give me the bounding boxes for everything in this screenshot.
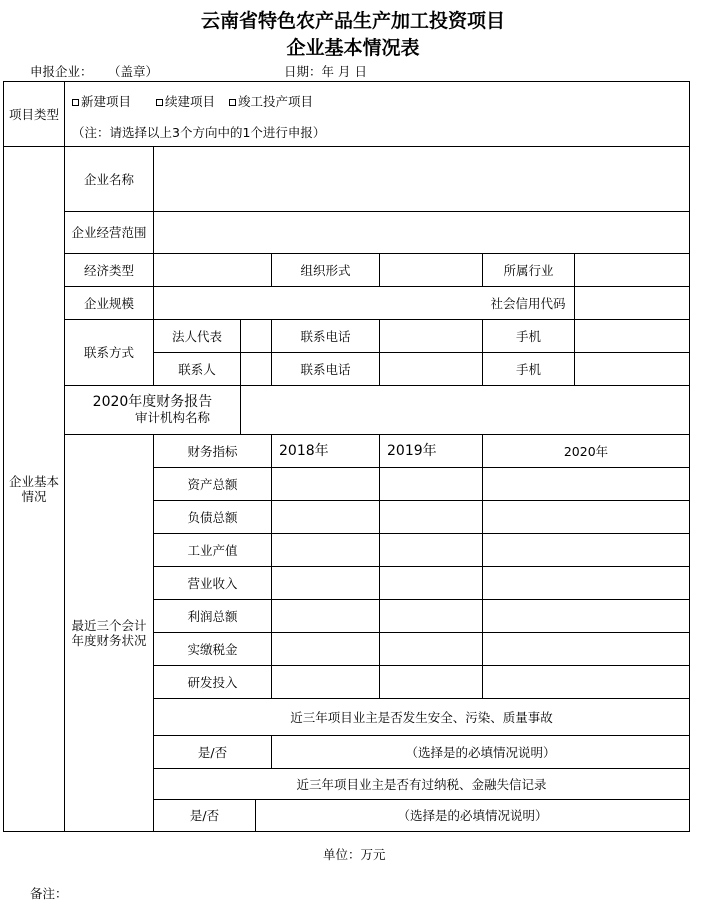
- economic-type-label: 经济类型: [64, 253, 153, 286]
- finance-value-cell[interactable]: [379, 599, 482, 632]
- company-scale-label: 企业规模: [64, 286, 153, 319]
- audit-label-line1: 2020年度财务报告: [92, 394, 213, 410]
- finance-value-cell[interactable]: [482, 500, 690, 533]
- accidents-explanation-field[interactable]: （选择是的必填情况说明）: [271, 735, 690, 768]
- finance-value-cell[interactable]: [271, 665, 379, 698]
- seal-label: （盖章）: [108, 64, 159, 79]
- option-new-project[interactable]: 新建项目: [72, 92, 131, 110]
- indicator-header: 财务指标: [153, 434, 271, 467]
- unit-label: 单位：万元: [323, 847, 386, 862]
- finance-value-cell[interactable]: [482, 632, 690, 665]
- form-title-line2: 企业基本情况表: [286, 37, 420, 59]
- finance-row-label: 利润总额: [153, 599, 271, 632]
- legal-rep-mobile-field[interactable]: [574, 319, 690, 352]
- question-accidents: 近三年项目业主是否发生安全、污染、质量事故: [153, 698, 690, 735]
- finance-row-label: 负债总额: [153, 500, 271, 533]
- contact-person-label: 联系人: [153, 352, 240, 385]
- finance-value-cell[interactable]: [379, 665, 482, 698]
- finance-value-cell[interactable]: [271, 533, 379, 566]
- finance-value-cell[interactable]: [271, 599, 379, 632]
- finance-value-cell[interactable]: [271, 632, 379, 665]
- question-credit-record: 近三年项目业主是否有过纳税、金融失信记录: [153, 768, 690, 799]
- legal-rep-label: 法人代表: [153, 319, 240, 352]
- legal-rep-mobile-label: 手机: [482, 319, 574, 352]
- finance-value-cell[interactable]: [482, 533, 690, 566]
- finance-value-cell[interactable]: [379, 467, 482, 500]
- credit-code-field[interactable]: [574, 286, 690, 319]
- legal-rep-field[interactable]: [240, 319, 271, 352]
- org-form-field[interactable]: [379, 253, 482, 286]
- finance-value-cell[interactable]: [271, 500, 379, 533]
- credit-yes-no[interactable]: 是/否: [153, 799, 255, 832]
- finance-value-cell[interactable]: [379, 566, 482, 599]
- economic-type-field[interactable]: [153, 253, 271, 286]
- audit-field[interactable]: [240, 385, 690, 434]
- remark-label: 备注：: [30, 886, 68, 901]
- finance-value-cell[interactable]: [482, 566, 690, 599]
- finance-row-label: 工业产值: [153, 533, 271, 566]
- industry-label: 所属行业: [482, 253, 574, 286]
- company-scale-field[interactable]: [153, 286, 482, 319]
- finance-value-cell[interactable]: [482, 467, 690, 500]
- finance-row-label: 资产总额: [153, 467, 271, 500]
- project-type-label: 项目类型: [3, 81, 64, 146]
- contact-mobile-field[interactable]: [574, 352, 690, 385]
- contact-mobile-label: 手机: [482, 352, 574, 385]
- finance-row-label: 营业收入: [153, 566, 271, 599]
- date-label: 日期：年 月 日: [284, 64, 367, 79]
- applicant-label: 申报企业：: [30, 64, 93, 79]
- finance-value-cell[interactable]: [271, 566, 379, 599]
- year-2019-header: 2019年: [379, 434, 482, 467]
- company-name-field[interactable]: [153, 146, 690, 211]
- checkbox-icon[interactable]: [72, 99, 79, 106]
- company-name-label: 企业名称: [64, 146, 153, 211]
- org-form-label: 组织形式: [271, 253, 379, 286]
- option-completed-project[interactable]: 竣工投产项目: [229, 92, 313, 110]
- finance-value-cell[interactable]: [379, 500, 482, 533]
- legal-rep-phone-label: 联系电话: [271, 319, 379, 352]
- year-2020-header: 2020年: [482, 434, 690, 467]
- contact-label: 联系方式: [64, 319, 153, 385]
- section-company-basic-info: 企业基本情况: [3, 146, 64, 832]
- year-2018-header: 2018年: [271, 434, 379, 467]
- finance-value-cell[interactable]: [482, 665, 690, 698]
- finance-value-cell[interactable]: [379, 632, 482, 665]
- contact-phone-label: 联系电话: [271, 352, 379, 385]
- checkbox-icon[interactable]: [156, 99, 163, 106]
- option-continuing-project[interactable]: 续建项目: [156, 92, 215, 110]
- form-title-line1: 云南省特色农产品生产加工投资项目: [200, 10, 505, 32]
- contact-phone-field[interactable]: [379, 352, 482, 385]
- legal-rep-phone-field[interactable]: [379, 319, 482, 352]
- audit-label: [64, 385, 240, 434]
- finance-row-label: 实缴税金: [153, 632, 271, 665]
- finance-section-label: 最近三个会计年度财务状况: [64, 434, 153, 832]
- audit-label-line2: 审计机构名称: [134, 410, 210, 425]
- business-scope-field[interactable]: [153, 211, 690, 253]
- finance-value-cell[interactable]: [271, 467, 379, 500]
- industry-field[interactable]: [574, 253, 690, 286]
- project-type-note: （注：请选择以上3个方向中的1个进行申报）: [72, 125, 326, 140]
- credit-code-label: 社会信用代码: [482, 286, 574, 319]
- business-scope-label: 企业经营范围: [64, 211, 153, 253]
- credit-explanation-field[interactable]: （选择是的必填情况说明）: [255, 799, 690, 832]
- finance-value-cell[interactable]: [482, 599, 690, 632]
- checkbox-icon[interactable]: [229, 99, 236, 106]
- finance-row-label: 研发投入: [153, 665, 271, 698]
- finance-value-cell[interactable]: [379, 533, 482, 566]
- accidents-yes-no[interactable]: 是/否: [153, 735, 271, 768]
- contact-person-field[interactable]: [240, 352, 271, 385]
